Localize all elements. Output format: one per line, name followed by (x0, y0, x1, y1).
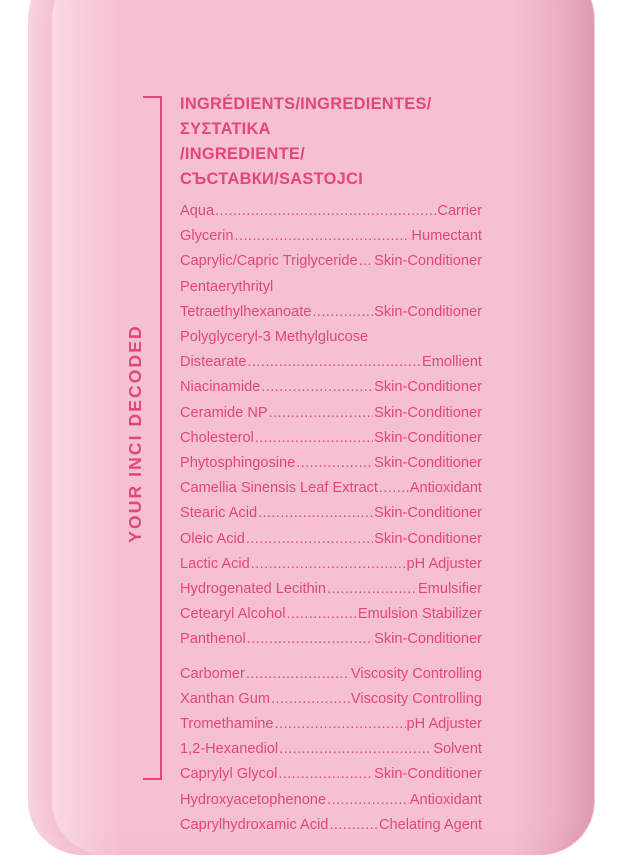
leader-dots (278, 762, 373, 787)
ingredient-function: Chelating Agent (378, 816, 482, 833)
ingredient-name: Xanthan Gum (180, 690, 271, 707)
ingredient-name: Stearic Acid (180, 505, 258, 522)
ingredient-function: Skin-Conditioner (374, 404, 482, 421)
ingredient-row (180, 602, 482, 627)
ingredient-row (180, 325, 482, 350)
leader-dots (312, 300, 373, 325)
ingredient-function: Skin-Conditioner (374, 631, 482, 648)
ingredient-row (180, 350, 482, 375)
ingredient-name: Carbomer (180, 665, 245, 682)
ingredient-function: Viscosity Controlling (350, 690, 482, 707)
leader-dots (246, 662, 350, 687)
leader-dots (261, 375, 373, 400)
leader-dots (247, 627, 373, 652)
rule-tick-bottom (143, 778, 162, 780)
leader-dots (379, 476, 409, 501)
ingredient-name: Hydroxyacetophenone (180, 791, 327, 808)
ingredient-name: Distearate (180, 354, 247, 371)
leader-dots (327, 577, 417, 602)
ingredient-row (180, 627, 482, 652)
leader-dots (269, 401, 374, 426)
leader-dots (286, 602, 356, 627)
ingredient-function: Skin-Conditioner (374, 379, 482, 396)
ingredient-row (180, 249, 482, 274)
leader-dots (296, 451, 373, 476)
ingredient-row (180, 813, 482, 838)
ingredient-row (180, 552, 482, 577)
ingredient-function: Carrier (437, 203, 482, 219)
ingredient-row (180, 577, 482, 602)
ingredients-heading-line-1: INGRÉDIENTS/INGREDIENTES/ΣΥΣΤΑΤΙΚΑ (180, 95, 432, 138)
ingredient-row (180, 687, 482, 712)
leader-dots (255, 426, 373, 451)
leader-dots (246, 527, 373, 552)
leader-dots (271, 687, 350, 712)
ingredient-name: Hydrogenated Lecithin (180, 581, 327, 598)
ingredient-name: Oleic Acid (180, 530, 245, 547)
ingredient-name: Camellia Sinensis Leaf Extract (180, 480, 378, 497)
leader-dots (251, 552, 406, 577)
ingredient-function: Viscosity Controlling (350, 665, 482, 682)
ingredient-name: Phytosphingosine (180, 455, 296, 472)
ingredient-function: Solvent (433, 741, 482, 758)
ingredient-function: Skin-Conditioner (374, 766, 482, 783)
ingredient-row (180, 762, 482, 787)
ingredient-row (180, 501, 482, 526)
ingredient-function: Emulsifier (417, 581, 482, 598)
ingredient-name: Tromethamine (180, 716, 274, 733)
ingredient-name: Tetraethylhexanoate (180, 303, 312, 320)
vertical-side-label (120, 268, 150, 598)
ingredient-row (180, 224, 482, 249)
ingredient-function: Emulsion Stabilizer (357, 606, 482, 623)
ingredients-block (180, 92, 482, 838)
ingredient-name: Pentaerythrityl (180, 278, 274, 295)
ingredient-row (180, 527, 482, 552)
rule-tick-top (143, 96, 162, 98)
ingredient-function: Skin-Conditioner (374, 303, 482, 320)
leader-dots (359, 249, 374, 274)
ingredients-heading-line-2: /INGREDIENTE/СЪСТАВКИ/SASTOJCI (180, 145, 364, 188)
ingredient-function: Skin-Conditioner (374, 429, 482, 446)
ingredient-function: pH Adjuster (406, 555, 482, 572)
ingredient-row (180, 476, 482, 501)
ingredient-name: Aqua (180, 203, 215, 219)
ingredient-row (180, 401, 482, 426)
ingredient-row (180, 300, 482, 325)
ingredient-row (180, 199, 482, 224)
ingredient-row (180, 375, 482, 400)
ingredient-row (180, 662, 482, 687)
ingredient-name: Lactic Acid (180, 555, 250, 572)
ingredient-name: Cholesterol (180, 429, 254, 446)
ingredient-function: Skin-Conditioner (374, 455, 482, 472)
ingredient-name: Caprylhydroxamic Acid (180, 816, 329, 833)
leader-dots (275, 712, 406, 737)
ingredient-function: Emollient (421, 354, 482, 371)
leader-dots (279, 737, 432, 762)
ingredient-row (180, 275, 482, 300)
ingredient-function: Humectant (411, 228, 482, 245)
leader-dots (329, 813, 378, 838)
vertical-rule (160, 96, 162, 780)
leader-dots (327, 788, 409, 813)
leader-dots (248, 350, 421, 375)
ingredient-name: Caprylyl Glycol (180, 766, 278, 783)
ingredient-name: Panthenol (180, 631, 246, 648)
ingredient-function: pH Adjuster (406, 716, 482, 733)
ingredient-function: Skin-Conditioner (374, 253, 482, 270)
ingredient-name: Ceramide NP (180, 404, 268, 421)
ingredient-name: Cetearyl Alcohol (180, 606, 286, 623)
ingredient-function: Antioxidant (409, 791, 482, 808)
ingredients-heading (180, 92, 482, 192)
leader-dots (215, 199, 436, 224)
ingredient-row (180, 712, 482, 737)
leader-dots (258, 501, 373, 526)
ingredient-function: Skin-Conditioner (374, 505, 482, 522)
ingredient-name: Caprylic/Capric Triglyceride (180, 253, 358, 270)
ingredients-list (180, 199, 482, 838)
vertical-side-label-text: YOUR INCI DECODED (124, 323, 145, 543)
ingredient-name: Niacinamide (180, 379, 261, 396)
ingredient-name: 1,2-Hexanediol (180, 741, 279, 758)
ingredient-row (180, 451, 482, 476)
ingredient-row (180, 426, 482, 451)
ingredient-name: Polyglyceryl-3 Methylglucose (180, 329, 369, 346)
ingredient-function: Antioxidant (409, 480, 482, 497)
ingredient-row (180, 788, 482, 813)
ingredient-row (180, 737, 482, 762)
ingredient-name: Glycerin (180, 228, 234, 245)
ingredient-function: Skin-Conditioner (374, 530, 482, 547)
leader-dots (235, 224, 411, 249)
